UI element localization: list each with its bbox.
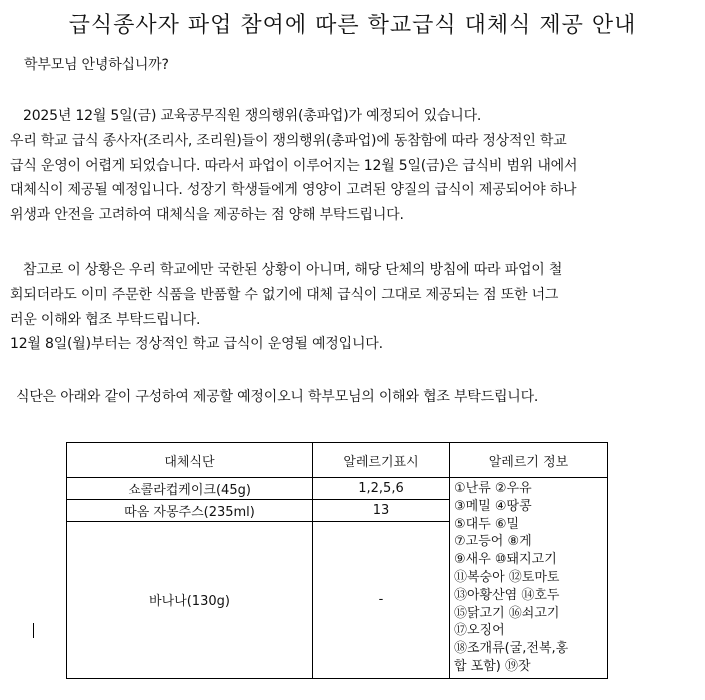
- menu-cell: 따옴 자몽주스(235ml): [67, 499, 313, 521]
- allergy-code-cell: -: [313, 521, 450, 678]
- allergy-info-line: ⑱조개류(굴,전복,홍: [454, 641, 569, 657]
- allergy-info-line: ⑪복숭아 ⑫토마토: [454, 569, 560, 585]
- allergy-info-line: ③메밀 ④땅콩: [454, 498, 532, 514]
- paragraph-line: 러운 이해와 협조 부탁드립니다.: [10, 311, 201, 328]
- text-cursor: [33, 623, 34, 638]
- table-header: 알레르기 정보: [450, 443, 608, 478]
- paragraph-line: 급식 운영이 어렵게 되었습니다. 따라서 파업이 이루어지는 12월 5일(금)은 급식비 범위 내에서: [10, 157, 578, 174]
- allergy-info-line: ⑨새우 ⑩돼지고기: [454, 552, 557, 568]
- closing-line: 식단은 아래와 같이 구성하여 제공할 예정이오니 학부모님의 이해와 협조 부탁드립니다.: [16, 389, 539, 405]
- notice-paragraph: [10, 104, 700, 228]
- paragraph-line: 위생과 안전을 고려하여 대체식을 제공하는 점 양해 부탁드립니다.: [10, 207, 404, 224]
- reference-paragraph: [10, 258, 700, 357]
- paragraph-line: 대체식이 제공될 예정입니다. 성장기 학생들에게 영양이 고려된 양질의 급식이 제공되어야 하나: [10, 182, 577, 199]
- allergy-info-line: ⑮닭고기 ⑯쇠고기: [454, 605, 560, 621]
- menu-table: [66, 442, 608, 679]
- allergy-info-line: ①난류 ②우유: [454, 481, 532, 496]
- menu-cell: 바나나(130g): [67, 521, 313, 678]
- allergy-info-line: ⑰오징어: [454, 623, 505, 639]
- page-title: 급식종사자 파업 참여에 따른 학교급식 대체식 제공 안내: [68, 13, 637, 38]
- closing-paragraph: [10, 385, 700, 410]
- table-header-row: [67, 443, 608, 478]
- paragraph-line: 12월 8일(월)부터는 정상적인 학교 급식이 운영될 예정입니다.: [10, 336, 383, 353]
- paragraph-line: 회되더라도 이미 주문한 식품을 반품할 수 없기에 대체 급식이 그대로 제공되는 점 또한 너그: [10, 286, 559, 303]
- allergy-code-cell: 13: [313, 499, 450, 521]
- paragraph-line: 참고로 이 상황은 우리 학교에만 국한된 상황이 아니며, 해당 단체의 방침에 따라 파업이 철: [23, 262, 563, 278]
- greeting-line: 학부모님 안녕하십니까?: [24, 57, 169, 73]
- allergy-info-line: ⑦고등어 ⑧게: [454, 534, 532, 550]
- table-header: 대체식단: [67, 443, 313, 478]
- allergy-info-cell: [450, 478, 608, 679]
- paragraph-line: 우리 학교 급식 종사자(조리사, 조리원)들이 쟁의행위(총파업)에 동참함에 따라 정상적인 학교: [10, 132, 567, 149]
- allergy-info-line: 합 포함) ⑲잣: [454, 658, 531, 674]
- table-row: [67, 478, 608, 500]
- table-header: 알레르기표시: [313, 443, 450, 478]
- allergy-info-line: ⑤대두 ⑥밀: [454, 516, 520, 532]
- allergy-info-line: ⑬아황산염 ⑭호두: [454, 587, 560, 603]
- menu-cell: 쇼콜라컵케이크(45g): [67, 478, 313, 500]
- allergy-code-cell: 1,2,5,6: [313, 478, 450, 500]
- paragraph-line: 2025년 12월 5일(금) 교육공무직원 쟁의행위(총파업)가 예정되어 있습니다.: [23, 108, 482, 124]
- greeting-paragraph: [10, 53, 700, 78]
